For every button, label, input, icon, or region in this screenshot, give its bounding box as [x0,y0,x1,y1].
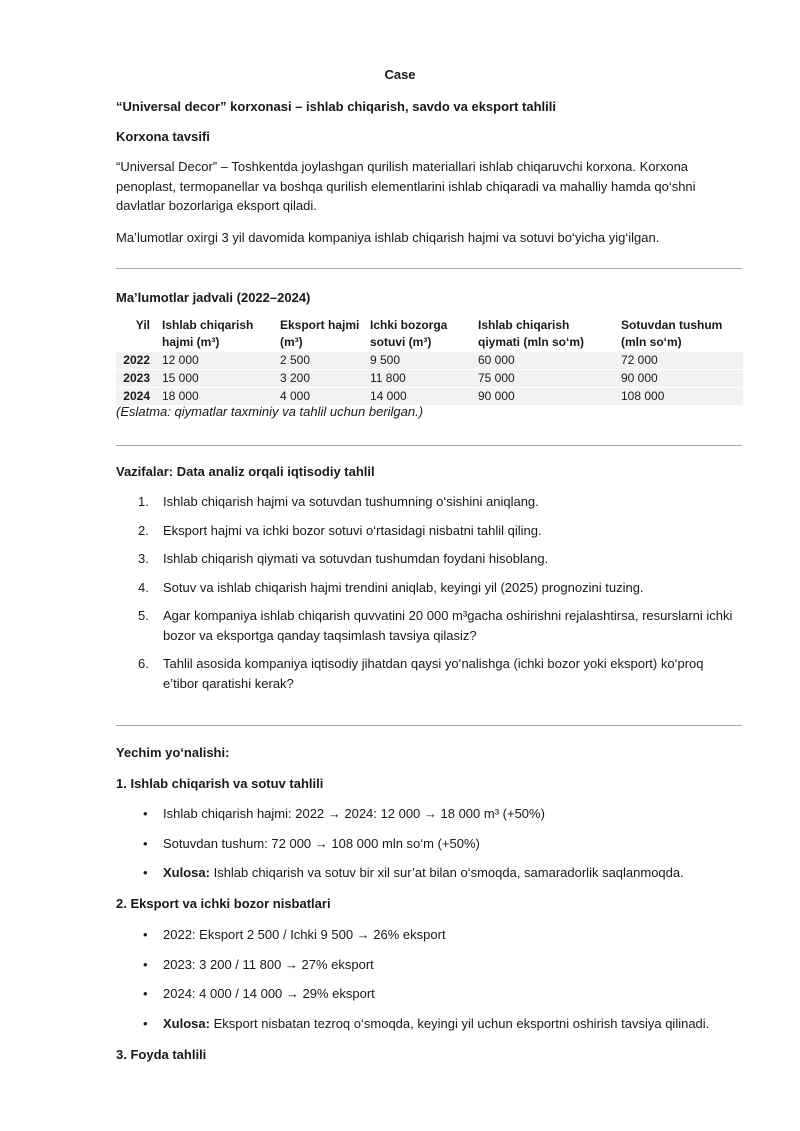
tasks-list [116,492,742,702]
table-cell: 12 000 [158,352,276,370]
table-heading: Ma’lumotlar jadvali (2022–2024) [116,290,311,305]
table-cell: 75 000 [474,370,617,388]
section-2-heading: 2. Eksport va ichki bozor nisbatlari [116,896,331,911]
table-cell: 15 000 [158,370,276,388]
bullet-icon: • [143,1015,148,1031]
table-cell: 90 000 [617,370,743,388]
bullet-icon: • [143,986,148,1001]
task-text: Agar kompaniya ishlab chiqarish quvvatini 20 000 m³gacha oshirishni rejalashtirsa, resurslarni ichki bozor va eksportga qanday taqsimlash tavsiya qilasiz? [163,608,733,643]
section-3-heading: 3. Foyda tahlili [116,1047,207,1062]
divider [116,725,742,726]
list-item: • 2022: Eksport 2 500 / Ichki 9 500 → 26% eksport [116,925,742,945]
table-cell: 2024 [116,388,158,406]
task-item: 5. Agar kompaniya ishlab chiqarish quvvatini 20 000 m³gacha oshirishni rejalashtirsa, resurslarni ichki bozor va eksportga qanday taqsimlash tavsiya qilasiz? [138,608,733,643]
section-2-list [116,925,742,1033]
table-note: (Eslatma: qiymatlar taxminiy va tahlil uchun berilgan.) [116,404,424,419]
task-item: 1. Ishlab chiqarish hajmi va sotuvdan tushumning o‘sishini aniqlang. [138,494,539,509]
table-cell: 4 000 [276,388,366,406]
tasks-heading: Vazifalar: Data analiz orqali iqtisodiy tahlil [116,464,375,479]
table-cell: 72 000 [617,352,743,370]
task-item: 6. Tahlil asosida kompaniya iqtisodiy jihatdan qaysi yo‘nalishga (ichki bozor yoki eksport) ko‘proq e’tibor qaratishi kerak? [138,656,704,691]
list-item: • 2024: 4 000 / 14 000 → 29% eksport [116,984,742,1004]
task-text: Ishlab chiqarish hajmi va sotuvdan tushumning o‘sishini aniqlang. [163,494,539,509]
doc-label: Case [384,67,416,82]
description-paragraph: “Universal Decor” – Toshkentda joylashgan qurilish materiallari ishlab chiqaruvchi korxona. Korxona penoplast, termopanellar va boshqa qurilish elementlarini ishlab chiqaradi va mahalliy hamda qo‘shni davlatlar bozorlariga eksport qiladi. [116,159,696,213]
task-text: Eksport hajmi va ichki bozor sotuvi o‘rtasidagi nisbatni tahlil qiling. [163,522,542,538]
table-cell: 108 000 [617,388,743,406]
table-cell: 90 000 [474,388,617,406]
list-item: • Sotuvdan tushum: 72 000 → 108 000 mln so‘m (+50%) [116,834,742,854]
table-cell: 2023 [116,370,158,388]
table-row [116,352,743,370]
table-header-cell: Ishlab chiqarish hajmi (m³) [162,318,254,349]
document-title: “Universal decor” korxonasi – ishlab chiqarish, savdo va eksport tahlili [116,99,556,114]
divider [116,445,742,446]
solution-heading: Yechim yo‘nalishi: [116,745,230,760]
data-source-paragraph: Ma’lumotlar oxirgi 3 yil davomida kompaniya ishlab chiqarish hajmi va sotuvi bo‘yicha yig‘ilgan. [116,230,660,245]
table-header-cell: Ichki bozorga sotuvi (m³) [370,318,448,349]
task-text: Ishlab chiqarish qiymati va sotuvdan tushumdan foydani hisoblang. [163,551,549,566]
table-cell: 3 200 [276,370,366,388]
task-item: 3. Ishlab chiqarish qiymati va sotuvdan tushumdan foydani hisoblang. [138,551,549,566]
list-item: • Xulosa: Ishlab chiqarish va sotuv bir xil sur’at bilan o‘smoqda, samaradorlik saqlanmoqda. [116,863,742,883]
table-header-cell: Ishlab chiqarish qiymati (mln so‘m) [478,318,585,349]
table-cell: 18 000 [158,388,276,406]
table-cell: 2 500 [276,352,366,370]
bullet-icon: • [143,806,148,821]
task-text: Sotuv va ishlab chiqarish hajmi trendini aniqlab, keyingi yil (2025) prognozini tuzing. [163,579,644,595]
table-cell: 2022 [116,352,158,370]
list-item: • Xulosa: Eksport nisbatan tezroq o‘smoqda, keyingi yil uchun eksportni oshirish tavsiya qilinadi. [116,1014,742,1034]
bullet-icon: • [143,835,148,851]
table-cell: 11 800 [366,370,474,388]
table-header-cell: Yil [135,318,150,332]
table-cell: 9 500 [366,352,474,370]
task-text: Tahlil asosida kompaniya iqtisodiy jihatdan qaysi yo‘nalishga (ichki bozor yoki eksport) ko‘proq e’tibor qaratishi kerak? [163,656,704,691]
task-item: 4. Sotuv va ishlab chiqarish hajmi trendini aniqlab, keyingi yil (2025) prognozini tuzing. [138,579,644,595]
table-row [116,370,743,388]
table-header-cell: Eksport hajmi (m³) [280,318,360,349]
table-cell: 14 000 [366,388,474,406]
bullet-icon: • [143,865,148,880]
data-table [116,316,743,406]
section-heading-description: Korxona tavsifi [116,129,210,144]
bullet-icon: • [143,956,148,972]
table-cell: 60 000 [474,352,617,370]
task-item: 2. Eksport hajmi va ichki bozor sotuvi o‘rtasidagi nisbatni tahlil qiling. [138,522,542,538]
list-item: • 2023: 3 200 / 11 800 → 27% eksport [116,955,742,975]
table-header-row [116,316,743,352]
section-1-heading: 1. Ishlab chiqarish va sotuv tahlili [116,776,324,791]
section-1-list [116,804,742,883]
bullet-icon: • [143,927,148,942]
table-header-cell: Sotuvdan tushum (mln so‘m) [621,318,723,349]
list-item: • Ishlab chiqarish hajmi: 2022 → 2024: 12 000 → 18 000 m³ (+50%) [116,804,742,824]
divider [116,268,742,269]
